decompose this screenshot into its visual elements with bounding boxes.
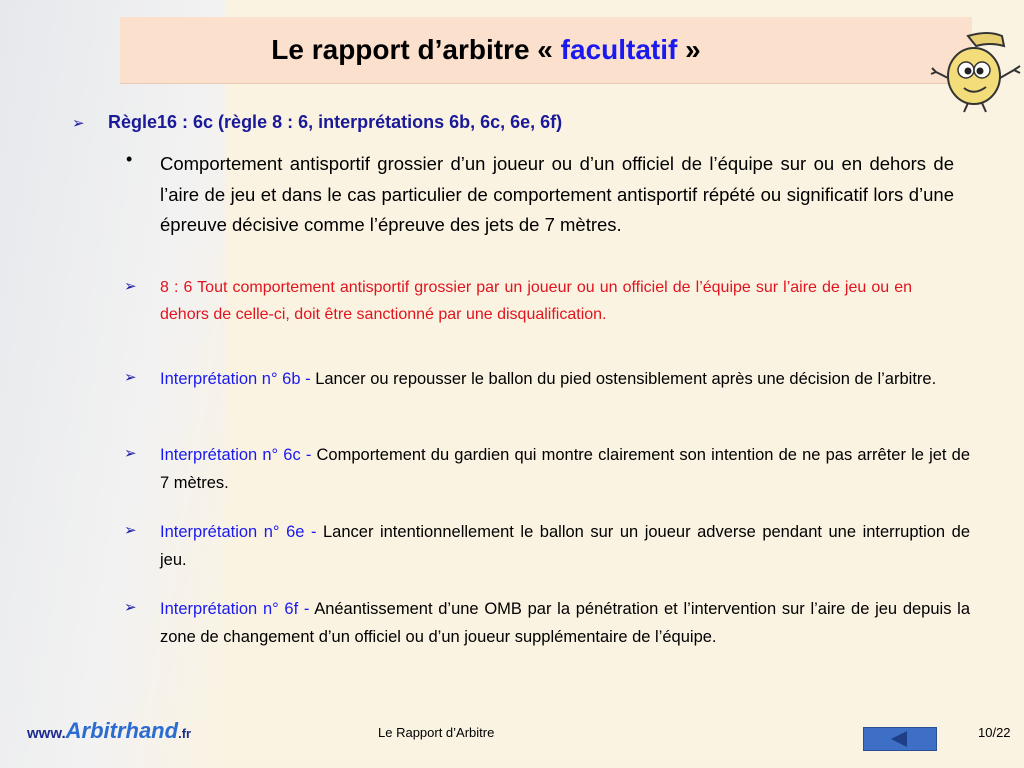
interpretation-6b [160,365,970,393]
interpretation-6f [160,595,970,651]
list-item [124,441,970,497]
arrow-bullet-icon: ➢ [124,598,137,616]
title-main: Le rapport d’arbitre « [271,34,561,65]
arrow-bullet-icon: ➢ [124,277,137,295]
bullet-dot-icon: • [126,149,133,169]
page-number: 10/22 [978,725,1011,740]
arrow-bullet-icon: ➢ [124,521,137,539]
rule-heading-row [72,112,952,133]
back-button[interactable] [863,727,937,751]
interpretation-text: Lancer ou repousser le ballon du pied ostensiblement après une décision de l’arbitre. [315,370,937,388]
list-item [124,365,970,393]
back-arrow-icon [889,730,911,748]
interpretation-text: Comportement du gardien qui montre clairement son intention de ne pas arrêter le jet de 7 mètres. [160,446,971,492]
rule-bullet [126,149,956,241]
title-end: » [677,34,701,65]
interpretation-label: Interprétation n° 6b - [160,370,316,388]
interpretation-text: Lancer intentionnellement le ballon sur un joueur adverse pendant une interruption de jeu. [160,523,970,569]
logo-brand: Arbitrhand [65,718,179,743]
rule-bullet-text: Comportement antisportif grossier d’un joueur ou d’un officiel de l’équipe sur ou en dehors de l’aire de jeu et dans le cas particulier de comportement antisportif répété ou significatif lors d’une épreuve décisive comme l’épreuve des jets de 7 mètres. [160,153,954,235]
interpretation-6e [160,518,970,574]
whistle-mascot-icon [930,26,1022,116]
interpretation-label: Interprétation n° 6c - [160,446,317,464]
interpretation-text: Anéantissement d’une OMB par la pénétration et l’intervention sur l’aire de jeu depuis la zone de changement d’un officiel ou d’un joueur supplémentaire de l’équipe. [160,600,970,646]
page-title [271,34,700,66]
logo-www: www. [27,725,66,742]
interpretation-label: Interprétation n° 6e - [160,523,323,541]
logo-tld: .fr [178,726,192,741]
rule-8-6-text: 8 : 6 Tout comportement antisportif grossier par un joueur ou un officiel de l’équipe sur l’aire de jeu ou en dehors de celle-ci, doit être sanctionné par une disqualification. [160,279,912,323]
list-item [124,518,970,574]
footer-title: Le Rapport d’Arbitre [378,725,495,740]
interpretation-label: Interprétation n° 6f - [160,600,315,618]
title-accent: facultatif [560,34,678,65]
title-banner [120,17,972,84]
list-item [124,274,912,328]
list-item [124,595,970,651]
interpretation-6c [160,441,970,497]
arrow-bullet-icon: ➢ [124,444,137,462]
site-logo[interactable] [27,718,191,744]
rule-heading: Règle16 : 6c (règle 8 : 6, interprétations 6b, 6c, 6e, 6f) [108,112,563,132]
arrow-bullet-icon: ➢ [72,113,85,132]
arrow-bullet-icon: ➢ [124,368,137,386]
